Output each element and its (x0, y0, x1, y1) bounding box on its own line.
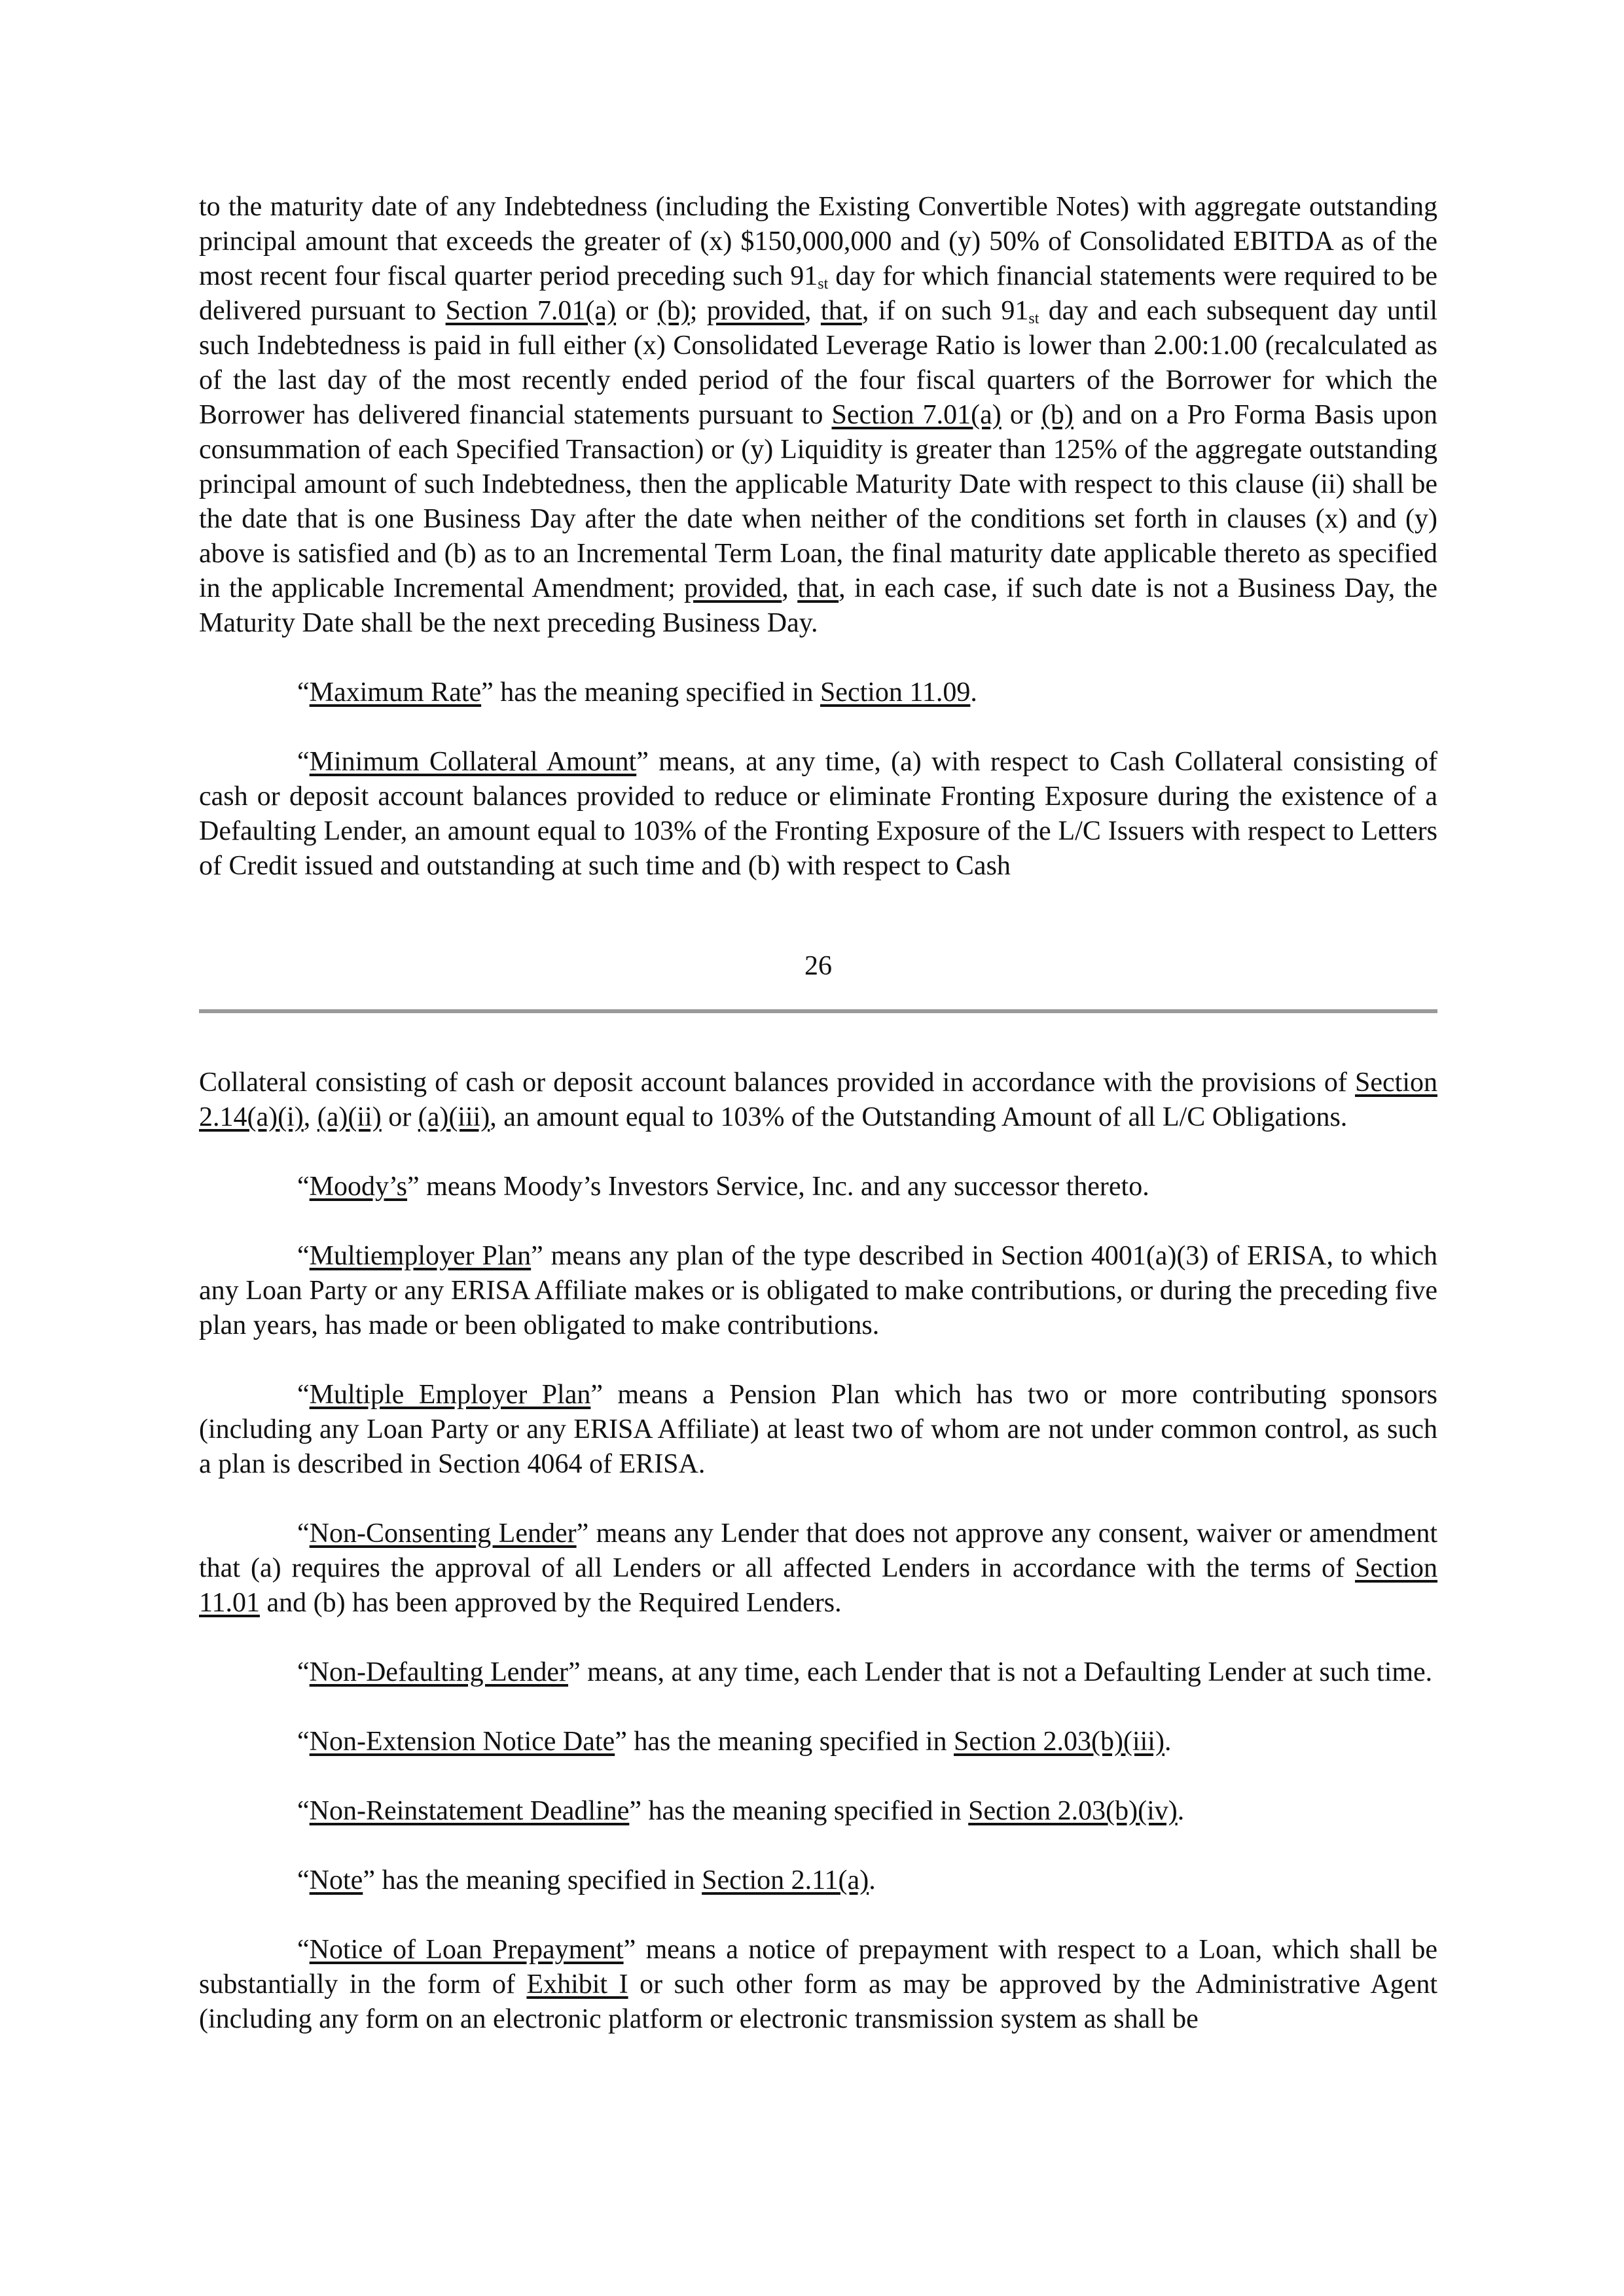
defined-term: Note (309, 1865, 363, 1895)
definition-non-consenting-lender: “Non-Consenting Lender” means any Lender that does not approve any consent, waiver or amendment that (a) requires the approval of all Lenders or all affected Lenders in accordance with the terms of Section 11.01 and (b) has been approved by the Required Lenders. (199, 1518, 1437, 1618)
emphasis-term: provided (684, 573, 782, 603)
page-number: 26 (804, 951, 832, 981)
defined-term: Non-Reinstatement Deadline (309, 1796, 630, 1826)
ordinal-suffix: st (818, 276, 829, 293)
definition-non-reinstatement-deadline: “Non-Reinstatement Deadline” has the meaning specified in Section 2.03(b)(iv). (297, 1796, 1185, 1826)
section-reference: (a)(ii) (317, 1102, 382, 1132)
document-page (199, 190, 1438, 2034)
section-reference: (b) (1041, 400, 1074, 430)
minimum-collateral-continuation-paragraph: Collateral consisting of cash or deposit account balances provided in accordance with the provisions of Section 2.14(a)(i), (a)(ii) or (a)(iii), an amount equal to 103% of the Outstanding Amount of all L/C Obligations. (199, 1067, 1437, 1132)
section-reference: (b) (657, 296, 690, 326)
maturity-date-continuation-paragraph: to the maturity date of any Indebtedness (including the Existing Convertible Notes) with aggregate outstanding principal amount that exceeds the greater of (x) $150,000,000 and (y) 50% of Consolidated EBITDA as of the most recent four fiscal quarter period preceding such $91_{st}$ day for which financial statements were required to be delivered pursuant to Section 7.01(a) or (b); provided, that, if on such $91_{st}$ day and each subsequent day until such Indebtedness is paid in full either (x) Consolidated Leverage Ratio is lower than 2.00:1.00 (recalculated as of the last day of the most recently ended period of the four fiscal quarters of the Borrower for which the Borrower has delivered financial statements pursuant to Section 7.01(a) or (b) and on a Pro Forma Basis upon consummation of each Specified Transaction) or (y) Liquidity is greater than 125% of the aggregate outstanding principal amount of such Indebtedness, then the applicable Maturity Date with respect to this clause (ii) shall be the date that is one Business Day after the date when neither of the conditions set forth in clauses (x) and (y) above is satisfied and (b) as to an Incremental Term Loan, the final maturity date applicable thereto as specified in the applicable Incremental Amendment; provided, that, in each case, if such date is not a Business Day, the Maturity Date shall be the next preceding Business Day. (199, 192, 1438, 638)
section-reference: Section 11.01 (199, 1553, 1437, 1618)
defined-term: Non-Defaulting Lender (309, 1657, 569, 1687)
section-reference: Section 2.03(b)(iv) (968, 1796, 1178, 1826)
page-27-body (199, 1066, 1437, 2037)
ordinal-suffix: st (1028, 310, 1039, 327)
defined-term: Minimum Collateral Amount (309, 747, 637, 777)
emphasis-term: that (797, 573, 839, 603)
exhibit-reference: Exhibit I (526, 1969, 628, 2000)
definition-multiemployer-plan: “Multiemployer Plan” means any plan of the type described in Section 4001(a)(3) of ERISA, to which any Loan Party or any ERISA Affiliate makes or is obligated to make contributions, or during the preceding five plan years, has made or been obligated to make contributions. (199, 1241, 1437, 1340)
definition-moodys: “Moody’s” means Moody’s Investors Service, Inc. and any successor thereto. (297, 1172, 1149, 1202)
defined-term: Non-Consenting Lender (309, 1518, 577, 1549)
section-reference: (a)(iii) (418, 1102, 490, 1132)
definition-note: “Note” has the meaning specified in Section 2.11(a). (297, 1865, 876, 1895)
definition-maximum-rate: “Maximum Rate” has the meaning specified in Section 11.09. (297, 677, 977, 708)
defined-term: Moody’s (309, 1172, 408, 1202)
defined-term: Non-Extension Notice Date (309, 1727, 615, 1757)
emphasis-term: provided (706, 296, 805, 326)
definition-non-extension-notice-date: “Non-Extension Notice Date” has the meaning specified in Section 2.03(b)(iii). (297, 1727, 1172, 1757)
defined-term: Notice of Loan Prepayment (309, 1935, 624, 1965)
defined-term: Multiple Employer Plan (309, 1380, 591, 1410)
page-26-body (199, 190, 1437, 884)
defined-term: Maximum Rate (309, 677, 482, 708)
defined-term: Multiemployer Plan (309, 1241, 532, 1271)
section-reference: Section 2.03(b)(iii) (954, 1727, 1164, 1757)
definition-notice-of-loan-prepayment: “Notice of Loan Prepayment” means a notice of prepayment with respect to a Loan, which shall be substantially in the form of Exhibit I or such other form as may be approved by the Administrative Agent (including any form on an electronic platform or electronic transmission system as shall be (199, 1935, 1437, 2034)
emphasis-term: that (820, 296, 862, 326)
section-reference: Section 7.01(a) (445, 296, 617, 326)
page-divider (199, 1009, 1437, 1013)
definition-minimum-collateral-amount: “Minimum Collateral Amount” means, at any time, (a) with respect to Cash Collateral consisting of cash or deposit account balances provided to reduce or eliminate Fronting Exposure during the existence of a Defaulting Lender, an amount equal to 103% of the Fronting Exposure of the L/C Issuers with respect to Letters of Credit issued and outstanding at such time and (b) with respect to Cash (199, 747, 1437, 881)
definition-multiple-employer-plan: “Multiple Employer Plan” means a Pension Plan which has two or more contributing sponsors (including any Loan Party or any ERISA Affiliate) at least two of whom are not under common control, as such a plan is described in Section 4064 of ERISA. (199, 1380, 1438, 1479)
section-reference: Section 2.14(a)(i) (199, 1067, 1437, 1132)
section-reference: Section 7.01(a) (831, 400, 1001, 430)
definition-non-defaulting-lender: “Non-Defaulting Lender” means, at any time, each Lender that is not a Defaulting Lender at such time. (297, 1657, 1433, 1687)
section-reference: Section 2.11(a) (702, 1865, 869, 1895)
section-reference: Section 11.09 (820, 677, 971, 708)
